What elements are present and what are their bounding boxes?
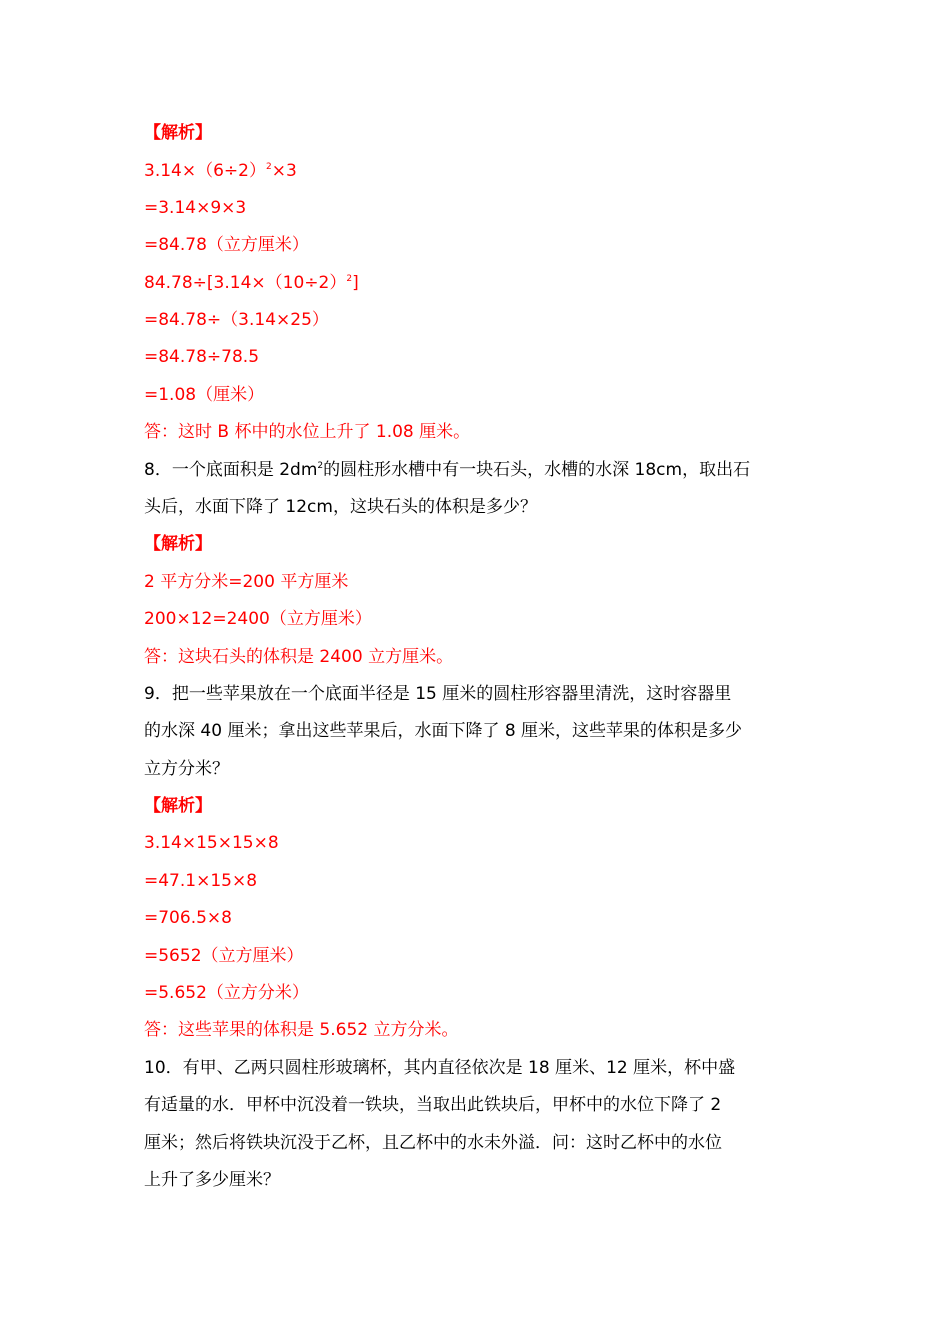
calc-line: 2 平方分米=200 平方厘米 — [144, 572, 349, 592]
solution-label: 【解析】 — [144, 123, 212, 143]
calc-line: =84.78÷78.5 — [144, 347, 260, 367]
calc-line: $84.78\div[3.14\times(10\div 2)^2]$ — [144, 273, 359, 293]
calc-line: $3.14\times(6\div 2)^2\times 3$ — [144, 161, 297, 181]
answer-line: 答：这块石头的体积是 2400 立方厘米。 — [144, 647, 454, 667]
solution-label: 【解析】 — [144, 534, 212, 554]
calc-line: =5652（立方厘米） — [144, 946, 304, 966]
calc-line: =84.78（立方厘米） — [144, 235, 309, 255]
question-9-line: 9．把一些苹果放在一个底面半径是 15 厘米的圆柱形容器里清洗，这时容器里 — [144, 684, 732, 704]
question-10-line: 厘米；然后将铁块沉没于乙杯，且乙杯中的水未外溢．问：这时乙杯中的水位 — [144, 1133, 722, 1153]
question-10-line: 有适量的水．甲杯中沉没着一铁块，当取出此铁块后，甲杯中的水位下降了 2 — [144, 1095, 722, 1115]
question-9-line: 立方分米？ — [144, 759, 229, 779]
answer-line: 答：这些苹果的体积是 5.652 立方分米。 — [144, 1020, 459, 1040]
question-8-line: 头后，水面下降了 12cm，这块石头的体积是多少？ — [144, 497, 537, 517]
solution-label: 【解析】 — [144, 796, 212, 816]
question-10-line: 上升了多少厘米？ — [144, 1170, 280, 1190]
calc-line: =47.1×15×8 — [144, 871, 258, 891]
question-10-line: 10．有甲、乙两只圆柱形玻璃杯，其内直径依次是 18 厘米、12 厘米，杯中盛 — [144, 1058, 736, 1078]
calc-line: =1.08（厘米） — [144, 385, 265, 405]
calc-line: =84.78÷（3.14×25） — [144, 310, 329, 330]
answer-line: 答：这时 B 杯中的水位上升了 1.08 厘米。 — [144, 422, 471, 442]
calc-line: 200×12=2400（立方厘米） — [144, 609, 372, 629]
calc-line: =5.652（立方分米） — [144, 983, 309, 1003]
question-9-line: 的水深 40 厘米；拿出这些苹果后，水面下降了 8 厘米，这些苹果的体积是多少 — [144, 721, 743, 741]
calc-line: 3.14×15×15×8 — [144, 833, 279, 853]
calc-line: =706.5×8 — [144, 908, 232, 928]
question-8-line: 8．一个底面积是 $2dm^2$的圆柱形水槽中有一块石头，水槽的水深 18cm，取出石 — [144, 460, 751, 480]
calc-line: =3.14×9×3 — [144, 198, 247, 218]
